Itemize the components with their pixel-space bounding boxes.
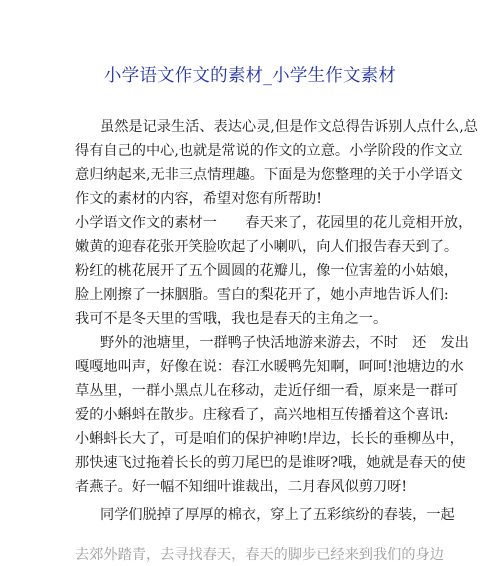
body-line: 虽然是记录生活、表达心灵,但是作文总得告诉别人点什么,总 bbox=[100, 119, 478, 135]
body-line: 同学们脱掉了厚厚的棉衣，穿上了五彩缤纷的春装，一起 bbox=[100, 507, 455, 523]
body-line: 小蝌蚪长大了，可是咱们的保护神哟!岸边，长长的垂柳丛中， bbox=[75, 431, 464, 447]
body-line: 嫩黄的迎春花张开笑脸吹起了小喇叭，向人们报告春天到了。 bbox=[75, 239, 459, 255]
body-line: 得有自己的中心,也就是常说的作文的立意。小学阶段的作文立 bbox=[75, 143, 463, 159]
body-line: 那快速飞过拖着长长的剪刀尾巴的是谁呀?哦，她就是春天的使 bbox=[75, 455, 466, 471]
body-line: 意归纳起来,无非三点情理趣。下面是为您整理的关于小学语文 bbox=[75, 167, 463, 183]
body-line: 脸上刚擦了一抹胭脂。雪白的梨花开了，她小声地告诉人们: bbox=[75, 287, 449, 303]
body-line: 爱的小蝌蚪在散步。庄稼看了，高兴地相互传播着这个喜讯: bbox=[75, 407, 449, 423]
body-line: 去郊外踏青，去寻找春天，春天的脚步已经来到我们的身边 bbox=[75, 547, 444, 563]
body-line: 草丛里，一群小黑点儿在移动，走近仔细一看，原来是一群可 bbox=[75, 383, 459, 399]
body-line: 野外的池塘里，一群鸭子快活地游来游去，不时 还 发出 bbox=[100, 335, 469, 351]
body-line: 粉红的桃花展开了五个圆圆的花瓣儿，像一位害羞的小姑娘， bbox=[75, 263, 459, 279]
body-line: 者燕子。好一幅不知细叶谁裁出，二月春风似剪刀呀! bbox=[75, 479, 408, 495]
body-line: 作文的素材的内容，希望对您有所帮助! bbox=[75, 191, 322, 207]
body-line: 小学语文作文的素材一 春天来了，花园里的花儿竞相开放， bbox=[75, 215, 473, 231]
body-line: 嘎嘎地叫声，好像在说：春江水暖鸭先知啊，呵呵!池塘边的水 bbox=[75, 359, 464, 375]
body-line: 我可不是冬天里的雪哦，我也是春天的主角之一。 bbox=[75, 311, 388, 327]
document-title: 小学语文作文的素材_小学生作文素材 bbox=[103, 66, 397, 86]
